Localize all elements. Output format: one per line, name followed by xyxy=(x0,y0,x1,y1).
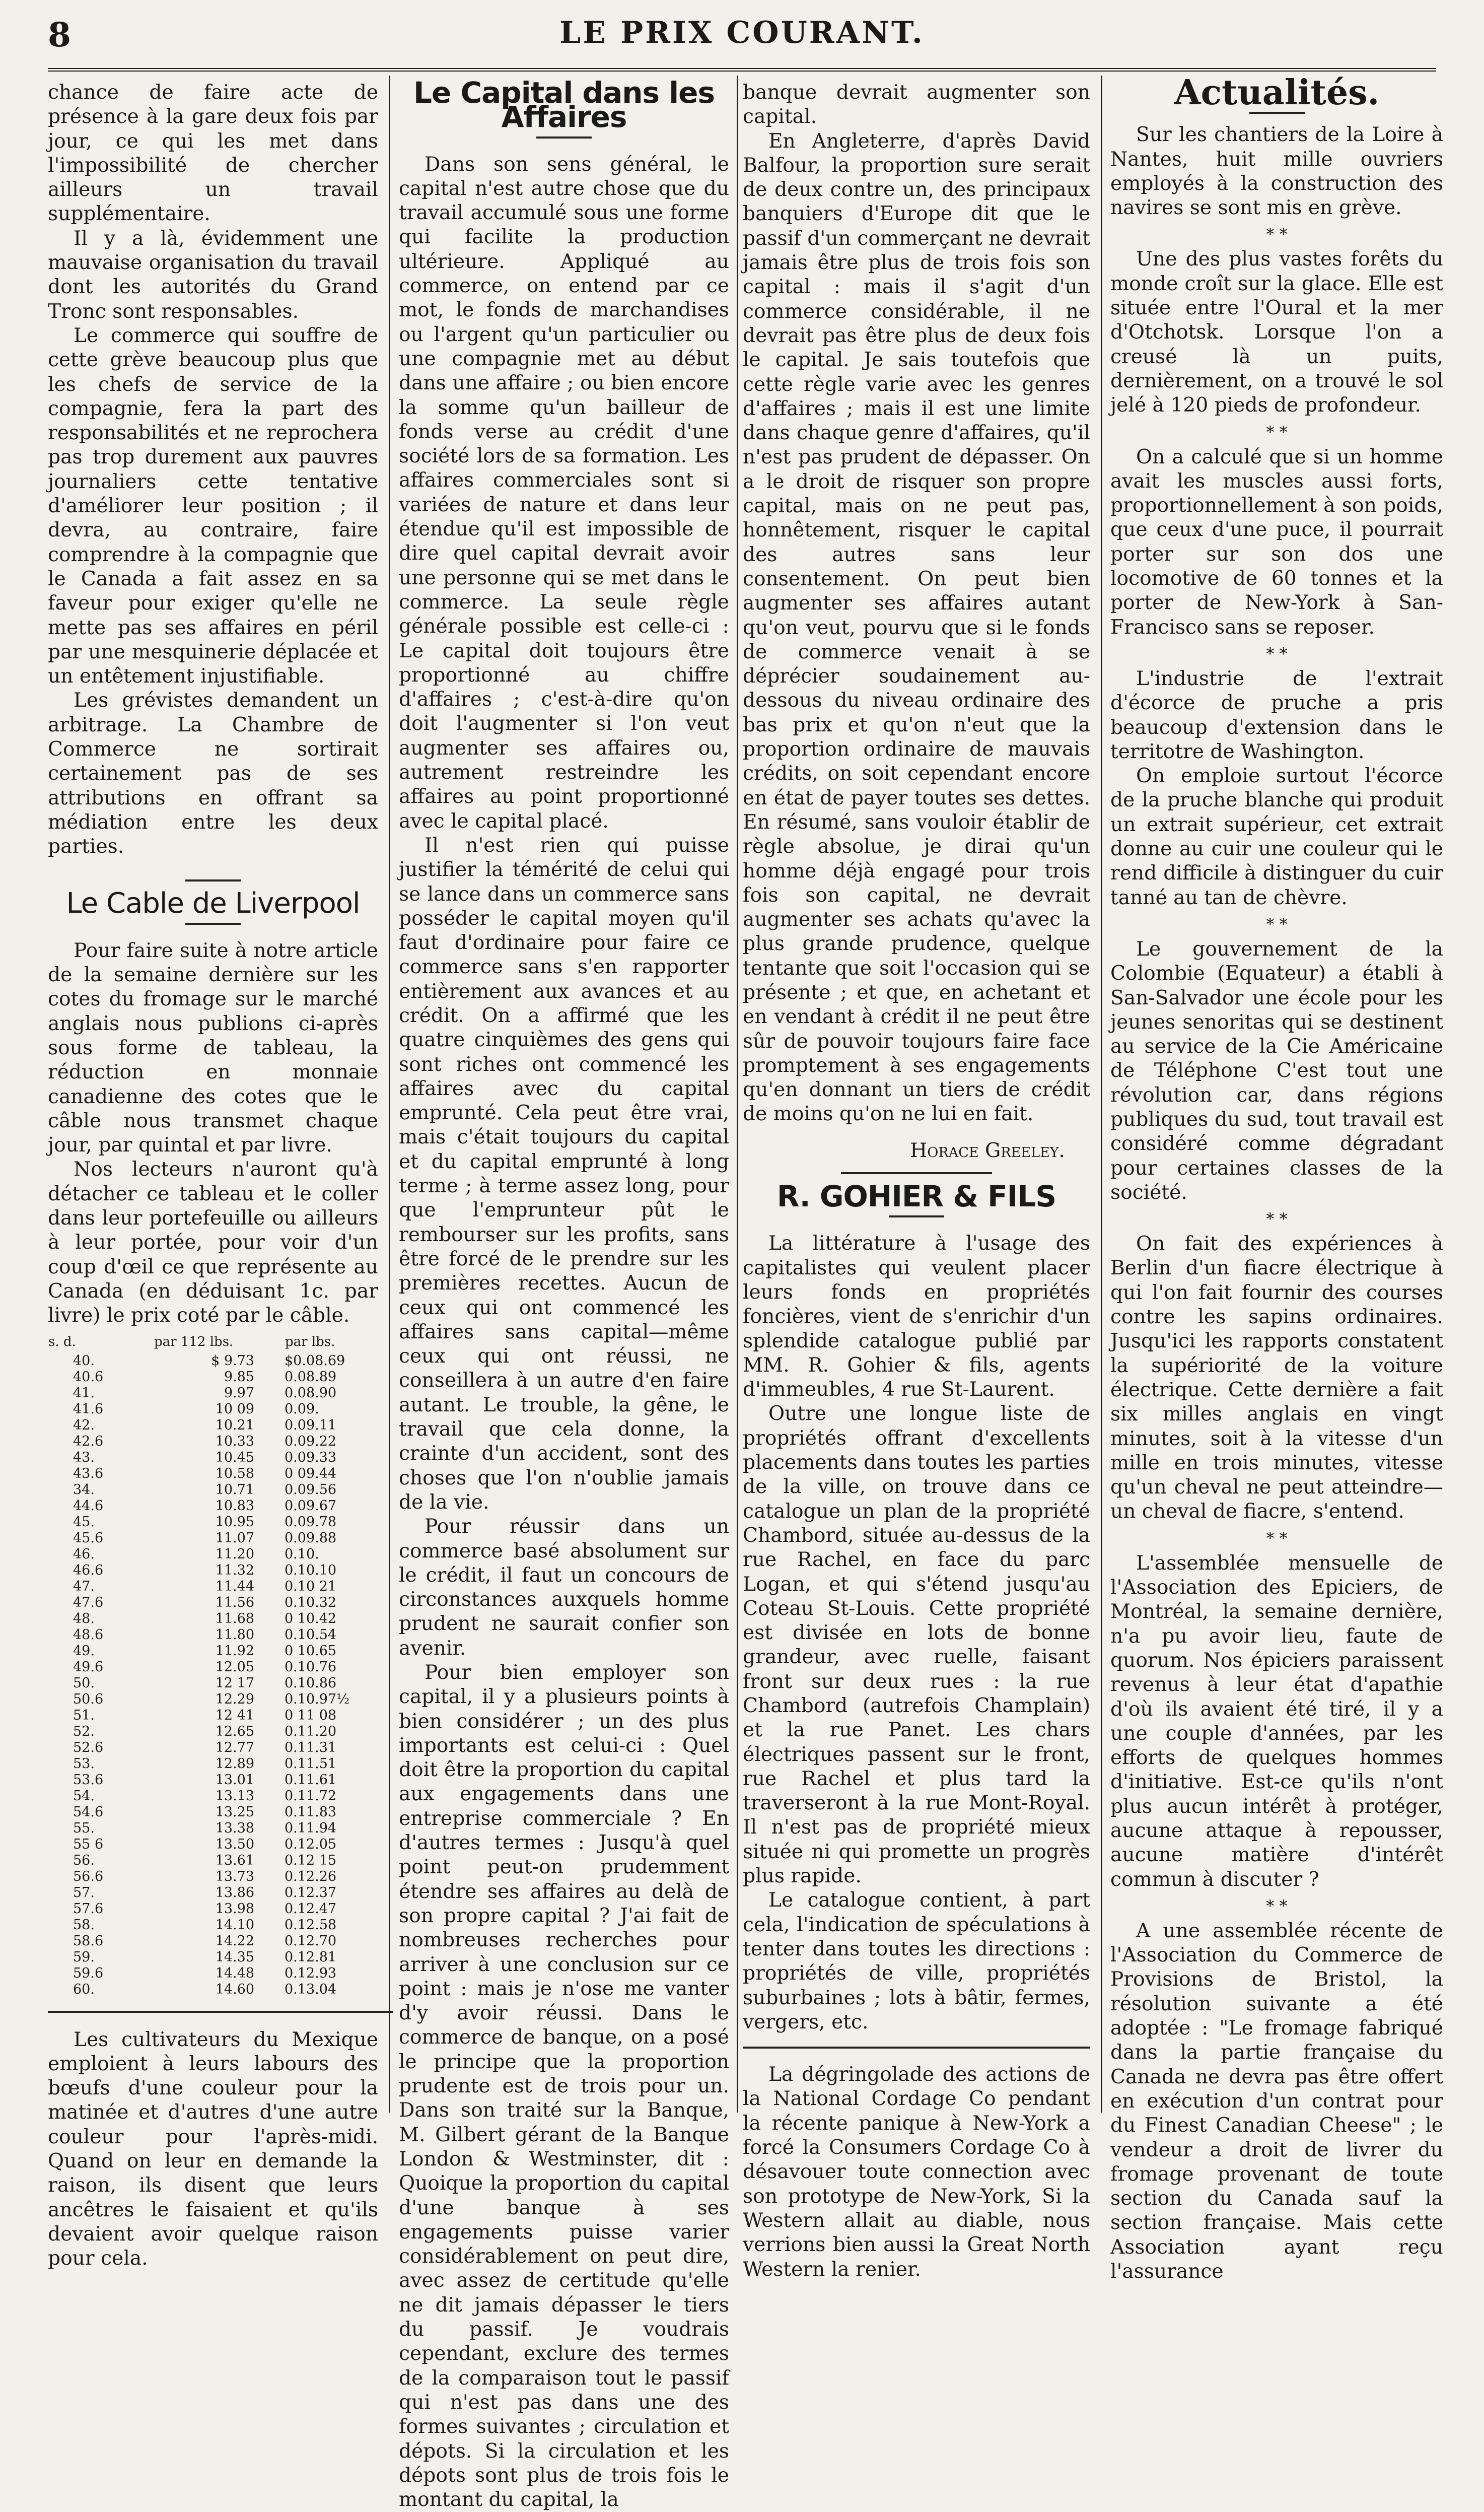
table-cell: 0.11.51 xyxy=(285,1755,337,1772)
divider xyxy=(536,137,592,139)
table-cell: 57. xyxy=(73,1884,95,1900)
table-cell: 0.09.78 xyxy=(285,1514,337,1530)
table-cell: 10.95 xyxy=(215,1514,254,1530)
table-cell: 49. xyxy=(73,1643,95,1659)
table-cell: 0.10.97½ xyxy=(285,1691,350,1707)
news-item: Une des plus vastes forêts du monde croît sur la glace. Elle est située entre l'Oural et la mer d'Otchotsk. Lorsque l'on a creusé là un puits, dernièrement, on a trouvé le sol jelé à 120 pieds de profondeur. xyxy=(1110,248,1443,417)
news-item: On a calculé que si un homme avait les muscles aussi forts, proportionnellement à son poids, que ceux d'une puce, il pourrait porter sur son dos une locomotive de 60 tonnes et la porter de New-York à San-Francisco sans se reposer. xyxy=(1110,445,1443,639)
table-cell: 40.6 xyxy=(73,1369,104,1385)
masthead: LE PRIX COURANT. xyxy=(559,15,925,50)
table-row xyxy=(48,1353,378,1369)
table-row xyxy=(48,1740,378,1756)
table-cell: 0 09.44 xyxy=(285,1465,337,1481)
paragraph: Les cultivateurs du Mexique emploient à leurs labours des bœufs d'une couleur pour la matinée et d'autres d'une autre couleur pour l'après-midi. Quand on leur en demande la raison, ils disent que leurs ancêtres le faisaient et qu'ils devaient avoir quelque raison pour cela. xyxy=(48,2028,378,2270)
paragraph: Pour faire suite à notre article de la semaine dernière sur les cotes du fromage sur le marché anglais nous publions ci-après sous forme de tableau, la réduction en monnaie canadienne des cotes que le câble nous transmet chaque jour, par quintal et par livre. xyxy=(48,939,378,1157)
table-cell: 46. xyxy=(73,1546,95,1562)
table-header-row xyxy=(48,1333,378,1353)
table-cell: 0.09.88 xyxy=(285,1530,337,1546)
table-cell: 11.56 xyxy=(215,1594,254,1610)
news-item: A une assemblée récente de l'Association du Commerce de Provisions de Bristol, la résolution suivante a été adoptée : "Le fromage fabriqué dans la partie française du Canada ne devra pas être offert en exécution d'un contrat pour du Finest Canadian Cheese" ; le vendeur a droit de livrer du fromage provenant de toute section du Canada sauf la section française. Mais cette Association ayant reçu l'assurance xyxy=(1110,1919,1443,2283)
paragraph: Pour réussir dans un commerce basé absolument sur le crédit, il faut un concours de circonstances auxquels homme prudent ne saurait confier son avenir. xyxy=(399,1515,729,1660)
table-cell: 12 17 xyxy=(215,1675,254,1691)
table-cell: 43.6 xyxy=(73,1465,104,1481)
table-row xyxy=(48,1965,378,1982)
separator-stars: * * xyxy=(1266,422,1288,442)
paragraph: Pour bien employer son capital, il y a plusieurs points à bien considérer ; un des plus importants est celui-ci : Quel doit être la proportion du capital aux engagements dans une entreprise commerciale ? En d'autres termes : Jusqu'à quel point peut-on prudemment étendre ses affaires au delà de son propre capital ? J'ai fait de nombreuses recherches pour arriver à une conclusion sur ce point : mais je n'ose me vanter d'y avoir réussi. Dans le commerce de banque, on a posé le principe que la proportion prudente est de trois pour un. Dans son traité sur la Banque, M. Gilbert gérant de la Banque London & Westminster, dit : Quoique la proportion du capital d'une banque à ses engagements puisse varier considérablement on peut dire, avec assez de certitude qu'elle ne dit jamais dépasser le tiers du passif. Je voudrais cependant, exclure des termes de la comparaison tout le passif qui n'est pas dans une des formes suivantes ; circulation et dépots. Si la circulation et les dépots sont plus de trois fois le montant du capital, la xyxy=(399,1661,729,2511)
table-cell: 57.6 xyxy=(73,1900,104,1917)
table-row xyxy=(48,1434,378,1450)
column-divider xyxy=(737,76,738,2113)
paragraph: Il y a là, évidemment une mauvaise organisation du travail dont les autorités du Grand Tronc sont responsables. xyxy=(48,227,378,323)
table-cell: 0.11.83 xyxy=(285,1804,337,1820)
table-cell: 13.50 xyxy=(215,1836,254,1852)
paragraph: Il n'est rien qui puisse justifier la témérité de celui qui se lance dans un commerce sans posséder le capital moyen qu'il faut d'ordinaire pour faire ce commerce sans s'en rapporter entièrement aux avances et au crédit. On a affirmé que les quatre cinquièmes des gens qui sont riches ont commencé les affaires avec du capital emprunté. Cela peut être vrai, mais c'était toujours du capital et du capital emprunté à long terme ; à terme assez long, pour que l'emprunteur pût le rembourser sur les profits, sans être forcé de le prendre sur les premières recettes. Aucun de ceux qui ont commencé les affaires sans capital—même ceux qui ont réussi, ne conseillera à un autre d'en faire autant. Le trouble, la gêne, le travail que cela donne, la crainte d'un accident, sont des choses que l'on n'oublie jamais de la vie. xyxy=(399,834,729,1514)
table-cell: 0.12.70 xyxy=(285,1933,337,1949)
news-item: On fait des expériences à Berlin d'un fiacre électrique à qui l'on fait fournir des courses contre les sapins ordinaires. Jusqu'ici les rapports constatent la supériorité de la voiture électrique. Cette dernière a fait six milles anglais en vingt minutes, soit à la vitesse d'un mille en trois minutes, vitesse qu'un cheval ne peut atteindre—un cheval de fiacre, s'entend. xyxy=(1110,1233,1443,1523)
separator-stars: * * xyxy=(1266,644,1288,663)
table-cell: 0.09. xyxy=(285,1401,319,1417)
table-cell: $0.08.69 xyxy=(285,1352,345,1369)
table-cell: 34. xyxy=(73,1481,95,1498)
separator-stars: * * xyxy=(1266,1209,1288,1229)
table-cell: 13.61 xyxy=(215,1852,254,1868)
column-1 xyxy=(48,81,378,2270)
table-cell: 10 09 xyxy=(215,1401,254,1417)
table-row xyxy=(48,1466,378,1482)
table-row xyxy=(48,1369,378,1385)
table-cell: 13.25 xyxy=(215,1804,254,1820)
table-cell: 0.13.04 xyxy=(285,1981,337,1997)
table-row xyxy=(48,1982,378,1998)
news-item: Le gouvernement de la Colombie (Equateur) a établi à San-Salvador une école pour les jeunes senoritas qui se destinent au service de la Cie Américaine de Téléphone C'est tout une révolution car, dans régions publiques du sud, tout travail est considéré comme dégradant pour certaines classes de la société. xyxy=(1110,937,1443,1204)
table-cell: 11.68 xyxy=(215,1610,254,1626)
article-title: R. GOHIER & FILS xyxy=(776,1179,1056,1214)
table-row xyxy=(48,1804,378,1820)
table-cell: 0.12 15 xyxy=(285,1852,337,1868)
column-divider xyxy=(1101,76,1102,2113)
separator-stars: * * xyxy=(1266,225,1288,244)
table-cell: 47.6 xyxy=(73,1594,104,1610)
table-cell: 11.20 xyxy=(215,1546,254,1562)
table-cell: 0.10.86 xyxy=(285,1675,337,1691)
table-cell: 13.13 xyxy=(215,1788,254,1804)
table-cell: 11.92 xyxy=(215,1643,254,1659)
paragraph: La littérature à l'usage des capitalistes qui veulent placer leurs fonds en propriétés foncières, vient de s'enrichir d'un splendide catalogue publié par MM. R. Gohier & fils, agents d'immeubles, 4 rue St-Laurent. xyxy=(743,1232,1090,1401)
table-cell: 45.6 xyxy=(73,1530,104,1546)
table-cell: 40. xyxy=(73,1352,95,1369)
table-cell: 0.11.20 xyxy=(285,1723,337,1739)
table-cell: 46.6 xyxy=(73,1562,104,1578)
table-cell: $ 9.73 xyxy=(211,1352,254,1369)
cheese-price-table xyxy=(48,1333,378,1998)
table-cell: 10.45 xyxy=(215,1449,254,1465)
table-cell: 12.77 xyxy=(215,1739,254,1755)
separator-stars: * * xyxy=(1266,1896,1288,1916)
table-cell: 11.32 xyxy=(215,1562,254,1578)
table-row xyxy=(48,1514,378,1530)
table-cell: 53.6 xyxy=(73,1772,104,1788)
table-cell: 13.73 xyxy=(215,1868,254,1884)
section-title: Actualités. xyxy=(1174,73,1380,113)
column-divider xyxy=(389,76,390,2113)
table-cell: 54. xyxy=(73,1788,95,1804)
paragraph: La dégringolade des actions de la National Cordage Co pendant la récente panique à New-York a forcé la Consumers Cordage Co à désavouer toute connection avec son prototype de New-York, Si la Western allait au diable, nous verrions bien aussi la Great North Western la renier. xyxy=(743,2063,1090,2281)
table-cell: 0.10. xyxy=(285,1546,319,1562)
table-row xyxy=(48,1643,378,1659)
table-row xyxy=(48,1853,378,1869)
news-item: L'assemblée mensuelle de l'Association des Epiciers, de Montréal, la semaine dernière, n'a pu avoir lieu, faute de quorum. Nos épiciers paraissent revenus à leur état d'apathie d'où ils avaient été tiré, il y a une couple d'années, par les efforts de quelques hommes d'initiative. Est-ce qu'ils n'ont plus aucun intérêt à protéger, aucune attaque à repousser, aucune matière d'intérêt commun à discuter ? xyxy=(1110,1551,1443,1891)
divider xyxy=(185,923,241,925)
table-cell: 13.38 xyxy=(215,1820,254,1836)
table-cell: 11.44 xyxy=(215,1578,254,1594)
table-cell: 14.60 xyxy=(215,1981,254,1997)
table-row xyxy=(48,1837,378,1853)
paragraph: banque devrait augmenter son capital. xyxy=(743,81,1090,128)
news-item: Sur les chantiers de la Loire à Nantes, huit mille ouvriers employés à la construction des navires se sont mis en grève. xyxy=(1110,123,1443,220)
table-cell: 0.11.72 xyxy=(285,1788,337,1804)
table-cell: 12.05 xyxy=(215,1659,254,1675)
table-cell: 0.08.90 xyxy=(285,1385,337,1401)
separator-stars: * * xyxy=(1266,1528,1288,1548)
table-cell: 10.21 xyxy=(215,1417,254,1433)
table-row xyxy=(48,1772,378,1788)
table-cell: 58. xyxy=(73,1917,95,1933)
table-row xyxy=(48,1611,378,1627)
table-cell: 0.12.47 xyxy=(285,1900,337,1917)
table-row xyxy=(48,1417,378,1434)
table-cell: 13.98 xyxy=(215,1900,254,1917)
table-cell: 0.09.11 xyxy=(285,1417,337,1433)
table-cell: 11.07 xyxy=(215,1530,254,1546)
table-cell: 41.6 xyxy=(73,1401,104,1417)
table-row xyxy=(48,1820,378,1837)
table-cell: 0.10.76 xyxy=(285,1659,337,1675)
table-cell: 60. xyxy=(73,1981,95,1997)
table-cell: 0.09.67 xyxy=(285,1498,337,1514)
divider xyxy=(841,1172,992,1174)
column-header: s. d. xyxy=(48,1334,76,1349)
table-row xyxy=(48,1869,378,1885)
table-row xyxy=(48,1563,378,1579)
table-row xyxy=(48,1756,378,1772)
table-row xyxy=(48,1546,378,1563)
table-row xyxy=(48,1579,378,1595)
table-cell: 9.97 xyxy=(224,1385,254,1401)
table-row xyxy=(48,1724,378,1740)
table-cell: 0.12.58 xyxy=(285,1917,337,1933)
table-cell: 59.6 xyxy=(73,1965,104,1981)
table-cell: 12.89 xyxy=(215,1755,254,1772)
table-cell: 56.6 xyxy=(73,1868,104,1884)
header-rule xyxy=(48,68,1436,72)
column-3 xyxy=(743,81,1090,2281)
table-cell: 0.12.26 xyxy=(285,1868,337,1884)
table-cell: 58.6 xyxy=(73,1933,104,1949)
paragraph: En Angleterre, d'après David Balfour, la proportion sure serait de deux contre un, des principaux banquiers d'Europe dit que le passif d'un commerçant ne devrait jamais être plus de trois fois son capital : mais il s'agit d'un commerce considérable, il ne devrait pas être plus de deux fois le capital. Je sais toutefois que cette règle varie avec les genres d'affaires ; mais il est une limite dans chaque genre d'affaires, qu'il n'est pas prudent de dépasser. On a le droit de risquer son propre capital, mais on ne peut pas, honnêtement, risquer le capital des autres sans leur consentement. On peut bien augmenter ses affaires autant qu'on veut, pourvu que si le fonds de commerce venait à se déprécier soudainement au-dessous du niveau ordinaire des bas prix et qu'on n'eut que la proportion ordinaire de mauvais crédits, on soit cependant encore en état de payer toutes ses dettes. En résumé, sans vouloir établir de règle absolue, je dirai qu'un homme déjà engagé pour trois fois son capital, ne devrait augmenter ses achats qu'avec la plus grande prudence, quelque tentante que soit l'occasion qui se présente ; et que, en achetant et en vendant à crédit il ne peut être sûr de pouvoir toujours faire face promptement à ses engagements qu'en donnant un tiers de crédit de moins qu'on ne lui en fait. xyxy=(743,129,1090,1126)
page-number: 8 xyxy=(48,15,71,54)
table-cell: 59. xyxy=(73,1949,95,1965)
table-cell: 14.48 xyxy=(215,1965,254,1981)
paragraph: Le commerce qui souffre de cette grève beaucoup plus que les chefs de service de la compagnie, fera la part des responsabilités et ne reprochera pas trop durement aux pauvres journaliers cette tentative d'améliorer leur position ; il devra, au contraire, faire comprendre à la compagnie que le Canada a fait assez en sa faveur pour exiger qu'elle ne mette pas ses affaires en péril par une mesquinerie déplacée et un entêtement injustifiable. xyxy=(48,324,378,688)
table-row xyxy=(48,1691,378,1708)
table-row xyxy=(48,1595,378,1611)
table-row xyxy=(48,1917,378,1933)
table-cell: 52. xyxy=(73,1723,95,1739)
table-cell: 14.10 xyxy=(215,1917,254,1933)
table-row xyxy=(48,1949,378,1965)
column-header: par lbs. xyxy=(285,1334,335,1349)
signature: Horace Greeley. xyxy=(910,1139,1065,1162)
divider xyxy=(889,1215,944,1217)
table-cell: 10.58 xyxy=(215,1465,254,1481)
table-cell: 12.29 xyxy=(215,1691,254,1707)
table-cell: 0.09.22 xyxy=(285,1433,337,1449)
table-cell: 0.12.81 xyxy=(285,1949,337,1965)
column-4 xyxy=(1110,73,1443,2283)
table-row xyxy=(48,1627,378,1643)
article-title: Le Capital dans les Affaires xyxy=(413,76,715,134)
table-cell: 0.11.31 xyxy=(285,1739,337,1755)
table-row xyxy=(48,1498,378,1514)
table-cell: 48. xyxy=(73,1610,95,1626)
table-cell: 45. xyxy=(73,1514,95,1530)
table-cell: 0.10 21 xyxy=(285,1578,337,1594)
paragraph: Nos lecteurs n'auront qu'à détacher ce tableau et le coller dans leur portefeuille ou ailleurs à leur portée, pour voir d'un coup d'œil ce que représente au Canada (en déduisant 1c. par livre) le prix coté par le câble. xyxy=(48,1158,378,1327)
table-cell: 9.85 xyxy=(224,1369,254,1385)
column-2 xyxy=(399,76,729,2511)
table-row xyxy=(48,1675,378,1691)
column-header: par 112 lbs. xyxy=(154,1334,234,1349)
table-row xyxy=(48,1788,378,1804)
article-title: Le Cable de Liverpool xyxy=(66,887,360,920)
table-cell: 43. xyxy=(73,1449,95,1465)
table-cell: 13.01 xyxy=(215,1772,254,1788)
table-cell: 12.65 xyxy=(215,1723,254,1739)
divider xyxy=(743,2047,1090,2049)
table-row xyxy=(48,1659,378,1675)
news-item: L'industrie de l'extrait d'écorce de pruche a pris beaucoup d'extension dans le territotre de Washington. xyxy=(1110,667,1443,763)
table-cell: 50. xyxy=(73,1675,95,1691)
table-cell: 0.10.54 xyxy=(285,1626,337,1643)
news-item: On emploie surtout l'écorce de la pruche blanche qui produit un extrait supérieur, cet extrait donne au cuir une couleur qui le rend difficile à distinguer du cuir tanné au tan de chèvre. xyxy=(1110,765,1443,909)
table-row xyxy=(48,1385,378,1401)
table-cell: 0.08.89 xyxy=(285,1369,337,1385)
table-cell: 10.71 xyxy=(215,1481,254,1498)
table-cell: 55. xyxy=(73,1820,95,1836)
table-body xyxy=(48,1353,378,1998)
divider xyxy=(48,2011,393,2013)
table-cell: 42. xyxy=(73,1417,95,1433)
table-cell: 49.6 xyxy=(73,1659,104,1675)
table-cell: 0 10.65 xyxy=(285,1643,337,1659)
table-cell: 54.6 xyxy=(73,1804,104,1820)
table-cell: 51. xyxy=(73,1707,95,1723)
table-cell: 41. xyxy=(73,1385,95,1401)
table-cell: 12 41 xyxy=(215,1707,254,1723)
table-row xyxy=(48,1708,378,1724)
table-cell: 0.12.37 xyxy=(285,1884,337,1900)
paragraph: Les grévistes demandent un arbitrage. La Chambre de Commerce ne sortirait certainement pas de ses attributions en offrant sa médiation entre les deux parties. xyxy=(48,689,378,858)
table-cell: 50.6 xyxy=(73,1691,104,1707)
table-cell: 44.6 xyxy=(73,1498,104,1514)
paragraph: Le catalogue contient, à part cela, l'indication de spéculations à tenter dans toutes les directions : propriétés de ville, propriétés suburbaines ; lots à bâtir, fermes, vergers, etc. xyxy=(743,1889,1090,2033)
divider xyxy=(185,879,241,881)
table-row xyxy=(48,1933,378,1949)
table-cell: 42.6 xyxy=(73,1433,104,1449)
table-cell: 14.22 xyxy=(215,1933,254,1949)
table-cell: 0.12.05 xyxy=(285,1836,337,1852)
page-header xyxy=(0,0,1484,76)
table-row xyxy=(48,1482,378,1498)
table-cell: 48.6 xyxy=(73,1626,104,1643)
paragraph: Dans son sens général, le capital n'est autre chose que du travail accumulé sous une forme qui facilite la production ultérieure. Appliqué au commerce, on entend par ce mot, le fonds de marchandises ou l'argent qu'un particulier ou une compagnie met au début dans une affaire ; ou bien encore la somme qu'un bailleur de fonds verse au crédit d'une société lors de sa formation. Les affaires commerciales sont si variées de nature et dans leur étendue qu'il est impossible de dire quel capital devrait avoir une personne qui se met dans le commerce. La seule règle générale possible est celle-ci : Le capital doit toujours être proportionné au chiffre d'affaires ; c'est-à-dire qu'on doit l'augmenter si l'on veut augmenter ses affaires ou, autrement restreindre les affaires au point proportionné avec le capital placé. xyxy=(399,153,729,833)
table-cell: 14.35 xyxy=(215,1949,254,1965)
table-cell: 55 6 xyxy=(73,1836,104,1852)
table-cell: 11.80 xyxy=(215,1626,254,1643)
table-cell: 0.09.33 xyxy=(285,1449,337,1465)
table-cell: 52.6 xyxy=(73,1739,104,1755)
table-cell: 56. xyxy=(73,1852,95,1868)
table-row xyxy=(48,1401,378,1417)
separator-stars: * * xyxy=(1266,914,1288,934)
table-row xyxy=(48,1885,378,1901)
table-row xyxy=(48,1450,378,1466)
table-cell: 10.33 xyxy=(215,1433,254,1449)
table-row xyxy=(48,1901,378,1917)
table-cell: 13.86 xyxy=(215,1884,254,1900)
table-cell: 0.09.56 xyxy=(285,1481,337,1498)
table-cell: 0.10.10 xyxy=(285,1562,337,1578)
table-cell: 0.11.61 xyxy=(285,1772,337,1788)
table-cell: 47. xyxy=(73,1578,95,1594)
table-cell: 0 11 08 xyxy=(285,1707,337,1723)
paragraph: chance de faire acte de présence à la gare deux fois par jour, ce qui les met dans l'impossibilité de chercher ailleurs un travail supplémentaire. xyxy=(48,81,378,226)
table-cell: 0.12.93 xyxy=(285,1965,337,1981)
table-cell: 0.10.32 xyxy=(285,1594,337,1610)
table-cell: 0 10.42 xyxy=(285,1610,337,1626)
table-cell: 53. xyxy=(73,1755,95,1772)
table-cell: 10.83 xyxy=(215,1498,254,1514)
paragraph: Outre une longue liste de propriétés offrant d'excellents placements dans toutes les parties de la ville, on trouve dans ce catalogue un plan de la propriété Chambord, située au-dessus de la rue Rachel, en face du parc Logan, et qui s'étend jusqu'au Coteau St-Louis. Cette propriété est divisée en lots de bonne grandeur, avec ruelle, faisant front sur deux rues : la rue Chambord (autrefois Champlain) et la rue Panet. Les chars électriques passent sur le front, rue Rachel et plus tard la traverseront à la rue Mont-Royal. Il n'est pas de propriété mieux située ni qui promette un progrès plus rapide. xyxy=(743,1402,1090,1888)
table-row xyxy=(48,1530,378,1546)
table-cell: 0.11.94 xyxy=(285,1820,337,1836)
